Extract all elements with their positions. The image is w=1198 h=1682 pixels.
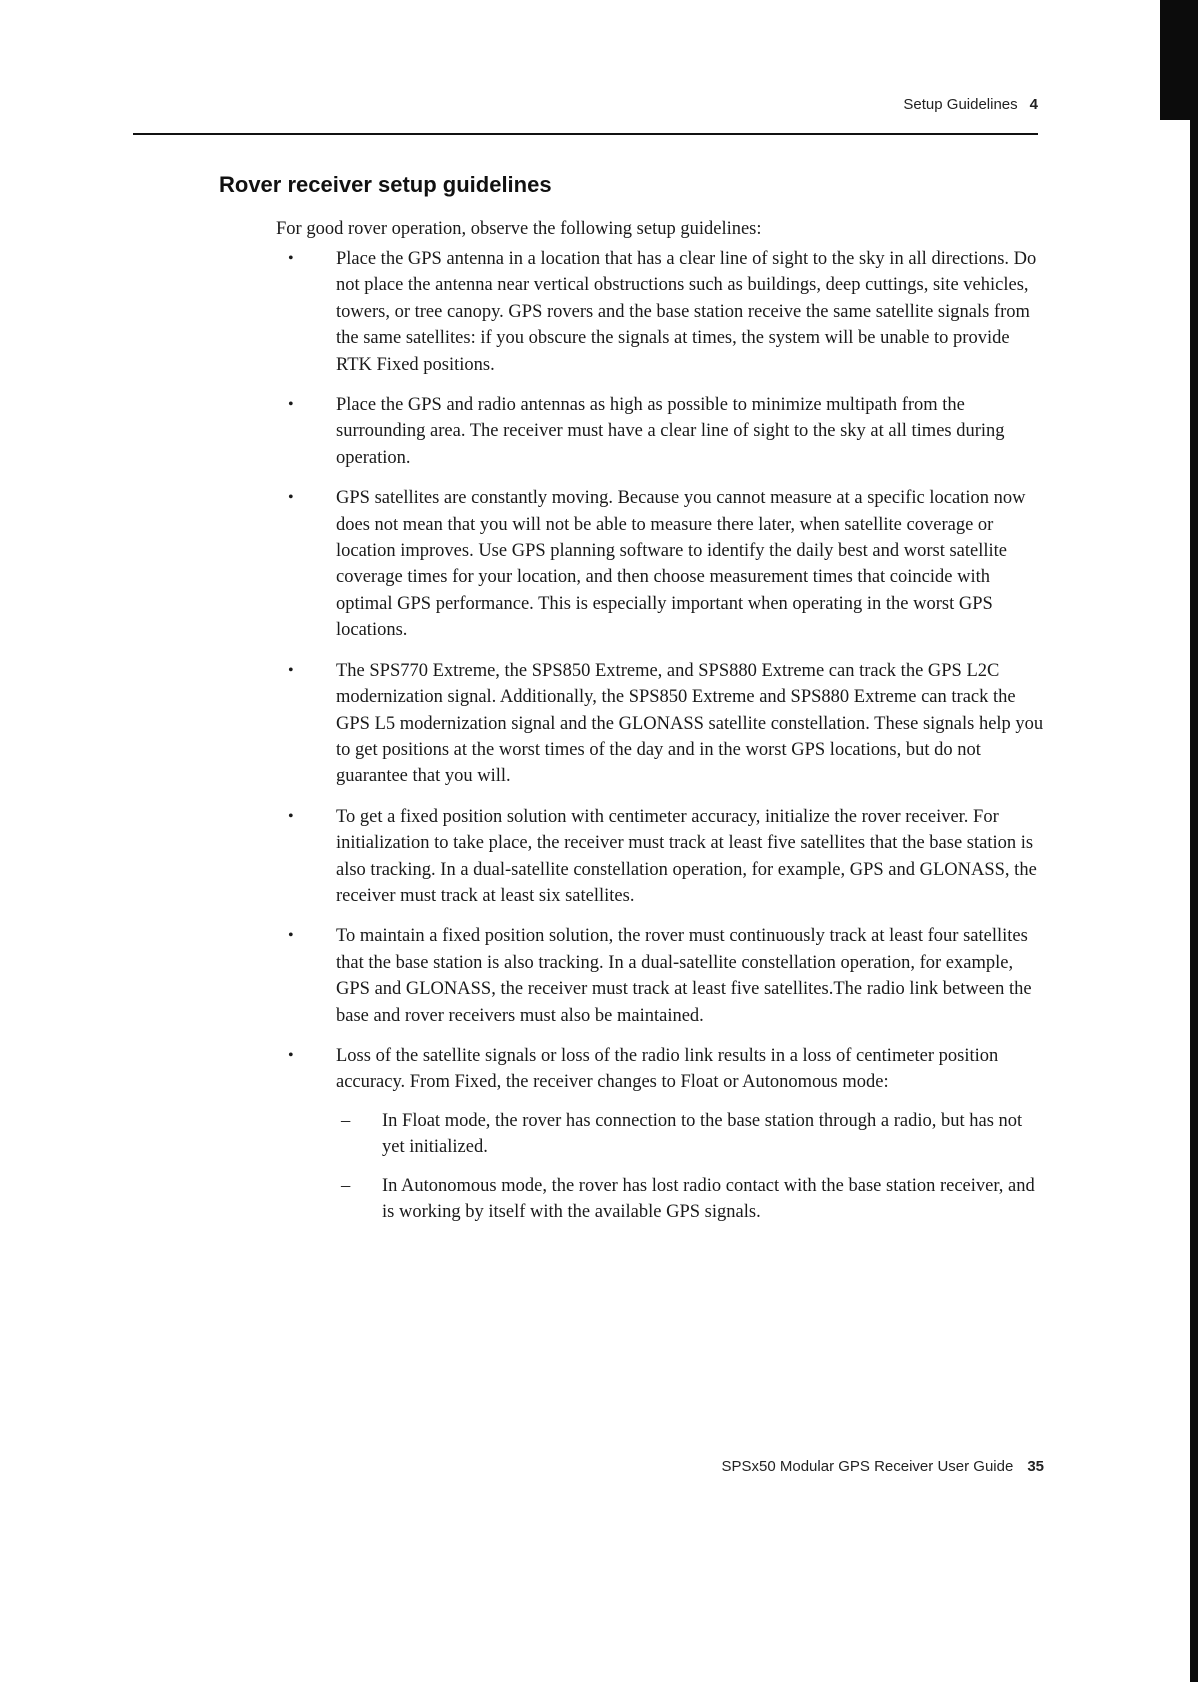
sub-guideline-item xyxy=(336,1108,1046,1161)
guideline-item xyxy=(276,923,1046,1029)
bullet-icon: • xyxy=(288,250,294,267)
section-title: Rover receiver setup guidelines xyxy=(219,172,552,197)
dash-icon: – xyxy=(341,1110,351,1131)
running-footer xyxy=(722,1458,1044,1475)
guideline-text: To get a fixed position solution with centimeter accuracy, initialize the rover receiver. For initialization to take place, the receiver must track at least five satellites that the base station is also tracking. In a dual-satellite constellation operation, for example, GPS and GLONASS, the receiver must track at least six satellites. xyxy=(336,806,1037,906)
guideline-text: Place the GPS and radio antennas as high as possible to minimize multipath from the surrounding area. The receiver must have a clear line of sight to the sky at all times during operation. xyxy=(336,395,1005,468)
dash-icon: – xyxy=(341,1175,351,1196)
guideline-list xyxy=(276,246,1046,1239)
running-header xyxy=(903,96,1038,113)
guideline-item xyxy=(276,1043,1046,1225)
guideline-item xyxy=(276,246,1046,378)
header-rule xyxy=(133,133,1038,135)
guideline-text: To maintain a fixed position solution, the rover must continuously track at least four satellites that the base station is also tracking. In a dual-satellite constellation operation, for example, GPS and GLONASS, the receiver must track at least five satellites.The radio link between the base and rover receivers must also be maintained. xyxy=(336,926,1032,1026)
bullet-icon: • xyxy=(288,927,294,945)
scan-edge-shadow xyxy=(1190,0,1198,1682)
guideline-text: Loss of the satellite signals or loss of the radio link results in a loss of centimeter position accuracy. From Fixed, the receiver changes to Float or Autonomous mode: xyxy=(336,1045,999,1093)
bullet-icon: • xyxy=(288,396,294,414)
guideline-text: Place the GPS antenna in a location that has a clear line of sight to the sky in all directions. Do not place the antenna near vertical obstructions such as buildings, deep cuttings, site vehicles, towers, or tree canopy. GPS rovers and the base station receive the same satellite signals from the same satellites: if you obscure the signals at times, the system will be unable to provide RTK Fixed positions. xyxy=(336,249,1037,375)
bullet-icon: • xyxy=(288,1046,294,1064)
header-chapter-number: 4 xyxy=(1029,96,1038,113)
sub-guideline-item xyxy=(336,1173,1046,1226)
mode-sublist xyxy=(336,1108,1046,1226)
guideline-text: GPS satellites are constantly moving. Because you cannot measure at a specific location now does not mean that you will not be able to measure there later, when satellite coverage or location improves. Use GPS planning software to identify the daily best and worst satellite coverage times for your location, and then choose measurement times that coincide with optimal GPS performance. This is especially important when operating in the worst GPS locations. xyxy=(336,488,1026,641)
guideline-item xyxy=(276,485,1046,643)
bullet-icon: • xyxy=(288,489,294,507)
footer-page-number: 35 xyxy=(1027,1458,1044,1475)
guideline-item xyxy=(276,804,1046,910)
scan-edge-shadow-top xyxy=(1160,0,1198,120)
bullet-icon: • xyxy=(288,807,294,825)
bullet-icon: • xyxy=(288,661,294,679)
guideline-item xyxy=(276,658,1046,790)
sub-guideline-text: In Autonomous mode, the rover has lost radio contact with the base station receiver, and is working by itself with the available GPS signals. xyxy=(382,1175,1035,1222)
guideline-text: The SPS770 Extreme, the SPS850 Extreme, and SPS880 Extreme can track the GPS L2C modernization signal. Additionally, the SPS850 Extreme and SPS880 Extreme can track the GPS L5 modernization signal and the GLONASS satellite constellation. These signals help you to get positions at the worst times of the day and in the worst GPS locations, but do not guarantee that you will. xyxy=(336,660,1044,787)
header-section-label: Setup Guidelines xyxy=(903,96,1018,113)
footer-guide-title: SPSx50 Modular GPS Receiver User Guide xyxy=(721,1458,1014,1475)
guideline-item xyxy=(276,392,1046,471)
intro-paragraph: For good rover operation, observe the following setup guidelines: xyxy=(276,219,762,239)
sub-guideline-text: In Float mode, the rover has connection to the base station through a radio, but has not yet initialized. xyxy=(382,1110,1023,1158)
